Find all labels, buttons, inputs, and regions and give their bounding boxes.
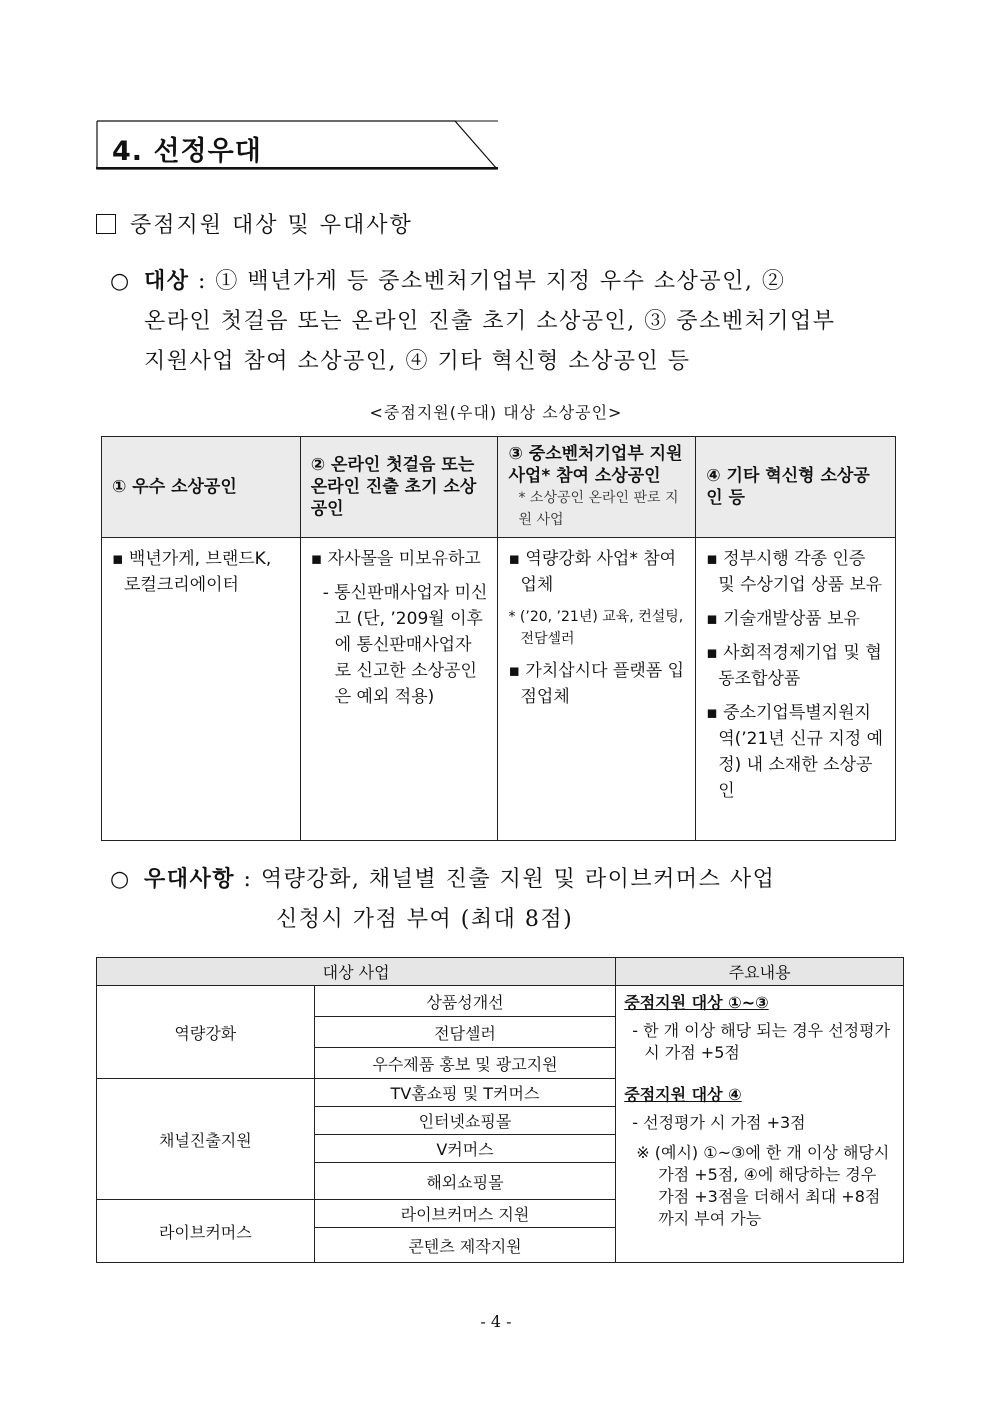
- business-item: 우수제품 홍보 및 광고지원: [314, 1048, 616, 1079]
- list-item: ▪ 정부시행 각종 인증 및 수상기업 상품 보유: [706, 549, 883, 595]
- table-row: [102, 538, 896, 841]
- list-item: ▪ 가치삽시다 플랫폼 입점업체: [508, 661, 685, 707]
- list-item: ▪ 중소기업특별지원지역(’21년 신규 지정 예정) 내 소재한 소상공인: [706, 703, 884, 801]
- benefit-paragraph: [110, 860, 910, 940]
- content-heading-1: 중점지원 대상 ①~③: [624, 993, 769, 1012]
- benefit-label: 우대사항: [144, 867, 236, 892]
- cell-col-3: [498, 538, 696, 841]
- content-line-2: - 선정평가 시 가점 +3점: [632, 1113, 806, 1132]
- business-item: 해외쇼핑몰: [314, 1163, 616, 1200]
- header-business: 대상 사업: [97, 958, 616, 986]
- page-number: - 4 -: [480, 1312, 512, 1331]
- circle-bullet-icon: ○: [110, 269, 131, 294]
- section-title: 4. 선정우대: [112, 136, 262, 167]
- content-cell: [616, 986, 904, 1263]
- circle-bullet-icon: ○: [110, 867, 131, 892]
- subheading: 중점지원 대상 및 우대사항: [96, 208, 413, 239]
- group-name: 역량강화: [97, 986, 315, 1079]
- section-title-box: [96, 120, 498, 170]
- priority-target-table: [101, 436, 896, 841]
- benefit-line-2: 신청시 가점 부여 (최대 8점): [276, 907, 574, 932]
- footnote: * (’20, ’21년) 교육, 컨설팅, 전담셀러: [508, 609, 684, 647]
- cell-col-2: [300, 538, 498, 841]
- business-item: V커머스: [314, 1135, 616, 1163]
- target-label: 대상: [144, 269, 190, 294]
- business-item: 전담셀러: [314, 1017, 616, 1048]
- business-item: 콘텐츠 제작지원: [314, 1228, 616, 1263]
- content-note: ※ (예시) ①~③에 한 개 이상 해당시 가점 +5점, ④에 해당하는 경우 가점 +3점을 더해서 최대 +8점까지 부여 가능: [636, 1143, 890, 1228]
- list-item: ▪ 백년가게, 브랜드K, 로컬크리에이터: [112, 549, 272, 595]
- table-header-row: [102, 437, 896, 538]
- content-line-1: - 한 개 이상 해당 되는 경우 선정평가 시 가점 +5점: [632, 1021, 891, 1062]
- group-name: 라이브커머스: [97, 1200, 315, 1263]
- target-paragraph: [110, 262, 910, 382]
- business-item: 상품성개선: [314, 986, 616, 1017]
- business-item: 라이브커머스 지원: [314, 1200, 616, 1228]
- list-subitem: - 통신판매사업자 미신고 (단, ’209월 이후에 통신판매사업자로 신고한 소상공인은 예외 적용): [322, 583, 488, 707]
- business-item: TV홈쇼핑 및 T커머스: [314, 1079, 616, 1107]
- table1-caption: <중점지원(우대) 대상 소상공인>: [369, 403, 623, 422]
- header-col-4: ④ 기타 혁신형 소상공인 등: [696, 437, 896, 538]
- list-item: ▪ 역량강화 사업* 참여업체: [508, 549, 677, 595]
- benefit-line-1: : 역량강화, 채널별 진출 지원 및 라이브커머스 사업: [235, 867, 776, 892]
- list-item: ▪ 자사몰을 미보유하고: [310, 549, 481, 569]
- content-heading-2: 중점지원 대상 ④: [624, 1085, 742, 1104]
- square-bullet-icon: [96, 214, 116, 234]
- cell-col-4: [696, 538, 896, 841]
- benefit-table: [96, 957, 904, 1263]
- business-item: 인터넷쇼핑몰: [314, 1107, 616, 1135]
- header-col-2: ② 온라인 첫걸음 또는 온라인 진출 초기 소상공인: [300, 437, 498, 538]
- target-line-1: : ① 백년가게 등 중소벤처기업부 지정 우수 소상공인, ②: [189, 269, 786, 294]
- group-name: 채널진출지원: [97, 1079, 315, 1200]
- header-content: 주요내용: [616, 958, 904, 986]
- header-col-1: ① 우수 소상공인: [102, 437, 301, 538]
- list-item: ▪ 사회적경제기업 및 협동조합상품: [706, 643, 882, 689]
- target-line-2: 온라인 첫걸음 또는 온라인 진출 초기 소상공인, ③ 중소벤처기업부: [144, 309, 836, 334]
- target-line-3: 지원사업 참여 소상공인, ④ 기타 혁신형 소상공인 등: [144, 349, 691, 374]
- cell-col-1: [102, 538, 301, 841]
- header-col-3: ③ 중소벤처기업부 지원 사업* 참여 소상공인 * 소상공인 온라인 판로 지원 사업: [498, 437, 696, 538]
- list-item: ▪ 기술개발상품 보유: [706, 609, 860, 629]
